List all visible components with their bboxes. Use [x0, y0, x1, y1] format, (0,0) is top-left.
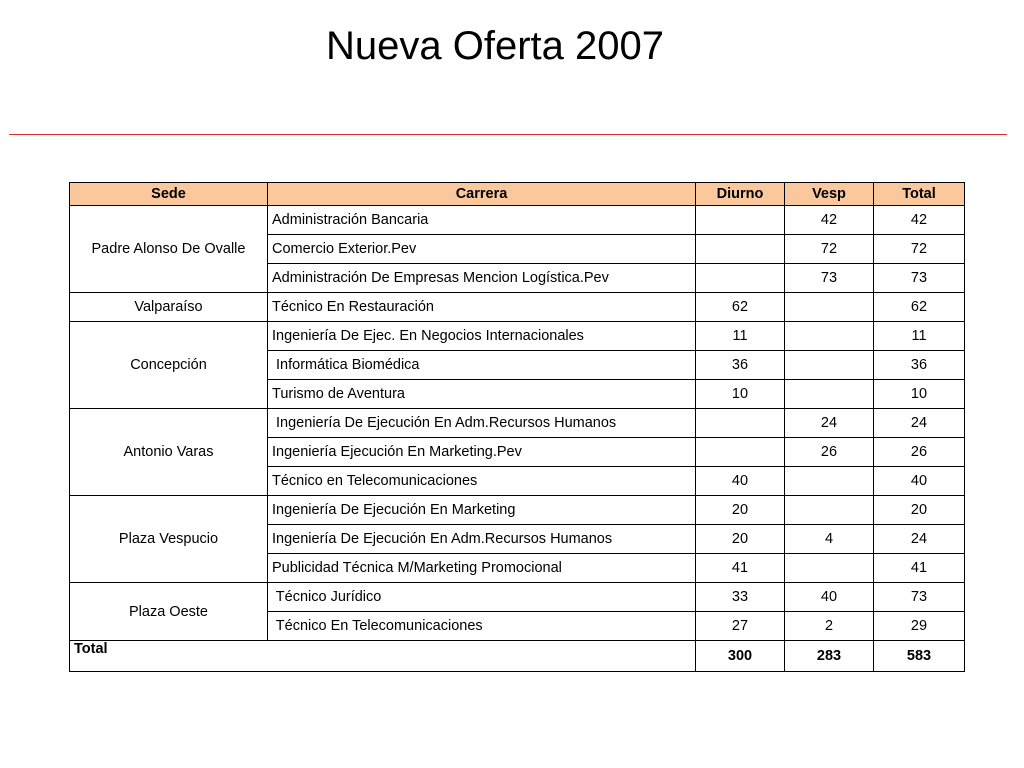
- offer-table: [69, 182, 965, 672]
- vesp-cell: [785, 467, 874, 496]
- page-title: Nueva Oferta 2007: [326, 24, 664, 68]
- carrera-cell: Informática Biomédica: [268, 351, 696, 380]
- total-cell: 10: [874, 380, 965, 409]
- carrera-cell: Técnico en Telecomunicaciones: [268, 467, 696, 496]
- vesp-cell: 2: [785, 612, 874, 641]
- vesp-cell: [785, 293, 874, 322]
- diurno-cell: [696, 409, 785, 438]
- vesp-cell: [785, 322, 874, 351]
- totals-total: 583: [874, 641, 965, 672]
- sede-cell: Padre Alonso De Ovalle: [70, 206, 268, 293]
- diurno-cell: 33: [696, 583, 785, 612]
- carrera-cell: Técnico En Telecomunicaciones: [268, 612, 696, 641]
- totals-row: [70, 641, 965, 672]
- diurno-cell: 10: [696, 380, 785, 409]
- table-row: [70, 206, 965, 235]
- sede-cell: Concepción: [70, 322, 268, 409]
- total-cell: 62: [874, 293, 965, 322]
- sede-cell: Valparaíso: [70, 293, 268, 322]
- carrera-cell: Turismo de Aventura: [268, 380, 696, 409]
- header-vesp: Vesp: [785, 183, 874, 206]
- totals-diurno: 300: [696, 641, 785, 672]
- carrera-cell: Ingeniería De Ejecución En Adm.Recursos Humanos: [268, 409, 696, 438]
- header-total: Total: [874, 183, 965, 206]
- title-divider: [9, 134, 1007, 135]
- total-cell: 11: [874, 322, 965, 351]
- diurno-cell: 20: [696, 496, 785, 525]
- carrera-cell: Técnico En Restauración: [268, 293, 696, 322]
- carrera-cell: Ingeniería De Ejecución En Marketing: [268, 496, 696, 525]
- table-row: [70, 293, 965, 322]
- total-cell: 72: [874, 235, 965, 264]
- total-cell: 41: [874, 554, 965, 583]
- table-row: [70, 496, 965, 525]
- sede-cell: Antonio Varas: [70, 409, 268, 496]
- table-row: [70, 322, 965, 351]
- diurno-cell: 20: [696, 525, 785, 554]
- diurno-cell: 40: [696, 467, 785, 496]
- sede-cell: Plaza Oeste: [70, 583, 268, 641]
- total-cell: 73: [874, 583, 965, 612]
- diurno-cell: 36: [696, 351, 785, 380]
- table-body: [70, 206, 965, 641]
- vesp-cell: [785, 380, 874, 409]
- vesp-cell: [785, 554, 874, 583]
- vesp-cell: 24: [785, 409, 874, 438]
- header-diurno: Diurno: [696, 183, 785, 206]
- diurno-cell: [696, 438, 785, 467]
- sede-cell: Plaza Vespucio: [70, 496, 268, 583]
- vesp-cell: 42: [785, 206, 874, 235]
- vesp-cell: 26: [785, 438, 874, 467]
- carrera-cell: Ingeniería De Ejecución En Adm.Recursos Humanos: [268, 525, 696, 554]
- diurno-cell: [696, 235, 785, 264]
- table-row: [70, 583, 965, 612]
- total-cell: 36: [874, 351, 965, 380]
- carrera-cell: Comercio Exterior.Pev: [268, 235, 696, 264]
- vesp-cell: 40: [785, 583, 874, 612]
- vesp-cell: 72: [785, 235, 874, 264]
- diurno-cell: 11: [696, 322, 785, 351]
- diurno-cell: 62: [696, 293, 785, 322]
- diurno-cell: 27: [696, 612, 785, 641]
- carrera-cell: Ingeniería Ejecución En Marketing.Pev: [268, 438, 696, 467]
- total-cell: 29: [874, 612, 965, 641]
- header-sede: Sede: [70, 183, 268, 206]
- diurno-cell: 41: [696, 554, 785, 583]
- vesp-cell: [785, 496, 874, 525]
- total-cell: 42: [874, 206, 965, 235]
- diurno-cell: [696, 264, 785, 293]
- vesp-cell: 73: [785, 264, 874, 293]
- total-cell: 73: [874, 264, 965, 293]
- total-cell: 24: [874, 525, 965, 554]
- totals-vesp: 283: [785, 641, 874, 672]
- header-carrera: Carrera: [268, 183, 696, 206]
- totals-label: Total: [70, 641, 696, 672]
- total-cell: 26: [874, 438, 965, 467]
- diurno-cell: [696, 206, 785, 235]
- vesp-cell: [785, 351, 874, 380]
- carrera-cell: Ingeniería De Ejec. En Negocios Internacionales: [268, 322, 696, 351]
- carrera-cell: Administración De Empresas Mencion Logística.Pev: [268, 264, 696, 293]
- total-cell: 40: [874, 467, 965, 496]
- carrera-cell: Administración Bancaria: [268, 206, 696, 235]
- vesp-cell: 4: [785, 525, 874, 554]
- carrera-cell: Técnico Jurídico: [268, 583, 696, 612]
- total-cell: 20: [874, 496, 965, 525]
- table-header-row: [70, 183, 965, 206]
- carrera-cell: Publicidad Técnica M/Marketing Promocional: [268, 554, 696, 583]
- table-row: [70, 409, 965, 438]
- total-cell: 24: [874, 409, 965, 438]
